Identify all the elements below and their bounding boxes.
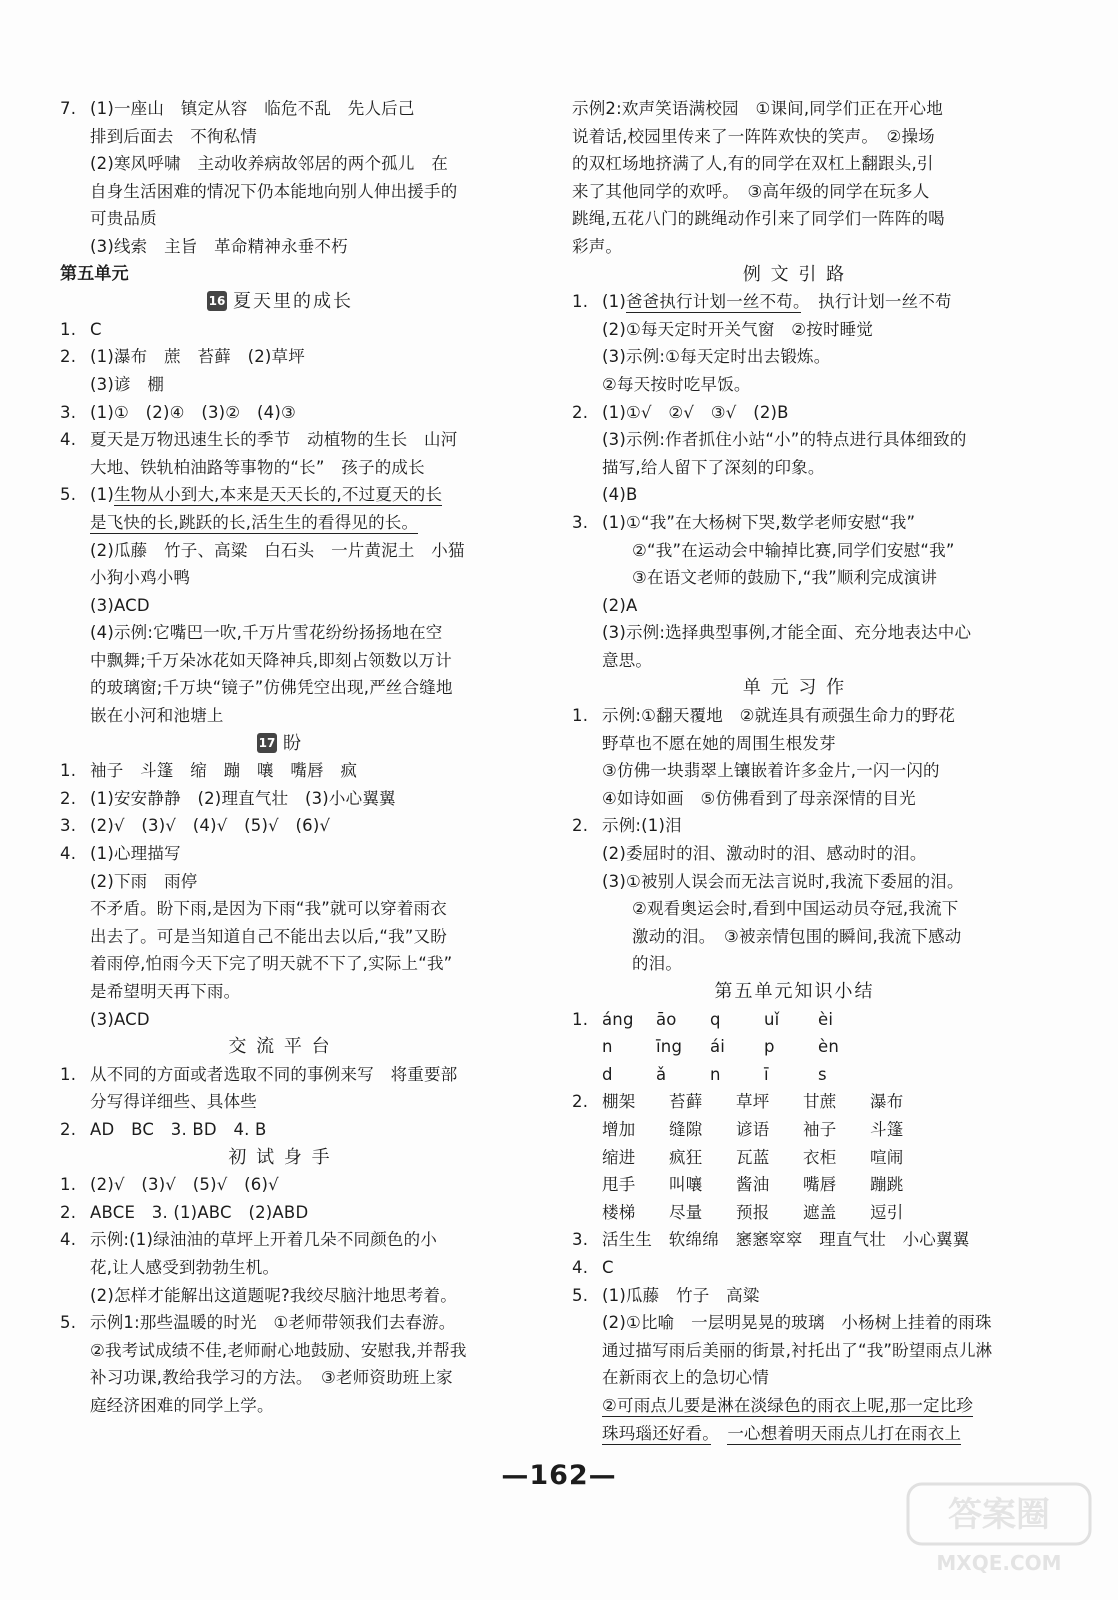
answer-line (60, 509, 500, 537)
answer-line (60, 123, 500, 151)
grid-cell: 增加 (602, 1119, 636, 1139)
grid-cell: 甘蔗 (803, 1092, 837, 1112)
answer-line (60, 1226, 500, 1254)
answer-line (60, 647, 500, 675)
answer-text: C (90, 319, 102, 339)
section-heading: 例 文 引 路 (742, 263, 847, 285)
answer-text: (2)①每天定时开关气窗 ②按时睡觉 (602, 319, 874, 339)
grid-cell: 预报 (736, 1202, 770, 1222)
answer-line (572, 868, 1017, 896)
grid-cell: 斗篷 (870, 1119, 904, 1139)
answer-line (572, 757, 1017, 785)
answer-line (572, 730, 1017, 758)
answer-line (60, 1364, 500, 1392)
answer-line (572, 840, 1017, 868)
answer-text: 不矛盾。盼下雨,是因为下雨“我”就可以穿着雨衣 (90, 899, 447, 919)
answer-line (572, 1420, 1017, 1448)
answer-line (60, 95, 500, 123)
answer-text: 示例:①翻天覆地 ②就连具有顽强生命力的野花 (602, 706, 956, 726)
answer-text: (3)示例:选择典型事例,才能全面、充分地表达中心 (602, 623, 972, 643)
answer-line (572, 205, 1017, 233)
question-number: 3. (572, 512, 589, 532)
answer-line (60, 812, 500, 840)
question-number: 1. (60, 319, 77, 339)
watermark-logo (904, 1480, 1094, 1580)
answer-line (572, 95, 1017, 123)
answer-text: ②每天按时吃早饭。 (602, 374, 751, 394)
grid-cell: 喧闹 (870, 1147, 904, 1167)
grid-cell: ái (710, 1037, 726, 1057)
answer-line (60, 950, 500, 978)
grid-cell: n (602, 1037, 613, 1057)
answer-line (572, 481, 1017, 509)
answer-prefix: (1) (90, 485, 114, 505)
answer-line (60, 316, 500, 344)
grid-cell: 甩手 (602, 1175, 636, 1195)
answer-line (572, 950, 1017, 978)
answer-text: (3)示例:作者抓住小站“小”的特点进行具体细致的 (602, 430, 967, 450)
question-number: 2. (60, 1119, 77, 1139)
answer-text: (2)①比喻 一层明晃晃的玻璃 小杨树上挂着的雨珠 (602, 1313, 992, 1333)
answer-text: 彩声。 (572, 236, 623, 256)
grid-cell: 缝隙 (669, 1119, 703, 1139)
answer-line (60, 1337, 500, 1365)
question-number: 1. (572, 706, 589, 726)
grid-cell: èi (818, 1009, 834, 1029)
answer-line (572, 371, 1017, 399)
answer-text: 激动的泪。 ③被亲情包围的瞬间,我流下感动 (632, 926, 962, 946)
answer-suffix (711, 1424, 728, 1443)
answer-line (60, 592, 500, 620)
answer-line (572, 454, 1017, 482)
question-number: 2. (572, 1092, 589, 1112)
answer-text: 跳绳,五花八门的跳绳动作引来了同学们一阵阵的喝 (572, 209, 945, 229)
answer-text: 袖子 斗篷 缩 蹦 嚷 嘴唇 疯 (90, 761, 358, 781)
answer-text: (2)怎样才能解出这道题呢?我绞尽脑汁地思考着。 (90, 1285, 457, 1305)
answer-line (572, 537, 1017, 565)
grid-cell: 瀑布 (870, 1092, 904, 1112)
answer-text: ②“我”在运动会中输掉比赛,同学们安慰“我” (632, 540, 955, 560)
grid-cell: 尽量 (669, 1202, 703, 1222)
answer-line (572, 123, 1017, 151)
grid-cell: p (764, 1037, 775, 1057)
question-number: 1. (60, 1175, 77, 1195)
section-heading: 单 元 习 作 (742, 677, 847, 699)
answer-line (60, 840, 500, 868)
answer-text: (2)A (602, 595, 638, 615)
page-number: —162— (501, 1460, 617, 1491)
answer-line (572, 233, 1017, 261)
answer-text: (3)①被别人误会而无法言说时,我流下委屈的泪。 (602, 871, 964, 891)
answer-text: (1)瀑布 蔗 苔藓 (2)草坪 (90, 347, 305, 367)
answer-text: ②观看奥运会时,看到中国运动员夺冠,我流下 (632, 899, 959, 919)
answer-text: 描写,给人留下了深刻的印象。 (602, 457, 825, 477)
answer-line (60, 868, 500, 896)
lesson-name: 夏天里的成长 (233, 291, 353, 313)
answer-line (572, 1364, 1017, 1392)
answer-line (60, 1254, 500, 1282)
answer-text: 来了其他同学的欢呼。 ③高年级的同学在玩多人 (572, 181, 930, 201)
grid-cell: 苔藓 (669, 1092, 703, 1112)
answer-line (60, 1199, 500, 1227)
answer-text: 示例:(1)绿油油的草坪上开着几朵不同颜色的小 (90, 1230, 438, 1250)
answer-line (60, 1392, 500, 1420)
underlined-text: 一心想着明天雨点儿打在雨衣上 (727, 1423, 962, 1443)
grid-cell: 叫嚷 (669, 1175, 703, 1195)
answer-line (60, 1088, 500, 1116)
underlined-text: 是飞快的长,跳跃的长,活生生的看得见的长。 (90, 512, 419, 532)
grid-cell: áng (602, 1009, 634, 1029)
question-number: 2. (60, 788, 77, 808)
grid-cell: d (602, 1064, 613, 1084)
answer-grid-row (572, 1006, 1017, 1034)
grid-cell: 衣柜 (803, 1147, 837, 1167)
answer-line (572, 1309, 1017, 1337)
answer-line (572, 812, 1017, 840)
grid-cell: īng (656, 1037, 683, 1057)
answer-text: (1)心理描写 (90, 844, 181, 864)
answer-text: 的泪。 (632, 954, 683, 974)
answer-text: (3)线索 主旨 革命精神永垂不朽 (90, 236, 348, 256)
grid-cell: n (710, 1064, 721, 1084)
answer-grid-row (572, 1033, 1017, 1061)
answer-line (60, 233, 500, 261)
question-number: 5. (572, 1285, 589, 1305)
grid-cell: 蹦跳 (870, 1175, 904, 1195)
answer-line (60, 757, 500, 785)
answer-text: 是希望明天再下雨。 (90, 982, 241, 1001)
answer-line (60, 205, 500, 233)
answer-text: 从不同的方面或者选取不同的事例来写 将重要部 (90, 1064, 458, 1084)
underlined-text: ②可雨点儿要是淋在淡绿色的雨衣上呢,那一定比珍 (602, 1395, 974, 1415)
answer-grid-row (572, 1116, 1017, 1144)
answer-line (572, 1226, 1017, 1254)
question-number: 4. (572, 1257, 589, 1277)
grid-cell: 草坪 (736, 1092, 770, 1112)
answer-text: (3)示例:①每天定时出去锻炼。 (602, 347, 831, 367)
answer-line (60, 454, 500, 482)
question-number: 1. (60, 761, 77, 781)
answer-line (60, 674, 500, 702)
question-number: 1. (572, 1009, 589, 1029)
grid-cell: èn (818, 1037, 840, 1057)
answer-text: 庭经济困难的同学上学。 (90, 1395, 274, 1415)
answer-text: 分写得详细些、具体些 (90, 1092, 257, 1112)
grid-cell: 瓦蓝 (736, 1147, 770, 1167)
answer-grid-row (572, 1088, 1017, 1116)
answer-line (572, 343, 1017, 371)
answer-text: ③仿佛一块翡翠上镶嵌着许多金片,一闪一闪的 (602, 761, 940, 781)
grid-cell: s (818, 1064, 827, 1084)
answer-line (60, 619, 500, 647)
answer-line (572, 178, 1017, 206)
question-number: 4. (60, 1230, 77, 1250)
answer-text: 示例1:那些温暖的时光 ①老师带领我们去春游。 (90, 1313, 456, 1333)
answer-line (572, 923, 1017, 951)
grid-cell: 袖子 (803, 1119, 837, 1139)
answer-line (60, 371, 500, 399)
answer-text: ③在语文老师的鼓励下,“我”顺利完成演讲 (632, 568, 938, 588)
answer-text: 说着话,校园里传来了一阵阵欢快的笑声。 ②操场 (572, 126, 935, 146)
answer-line (60, 1116, 500, 1144)
question-number: 3. (60, 402, 77, 422)
grid-cell: 酱油 (736, 1175, 770, 1195)
section-heading: 第五单元知识小结 (714, 981, 875, 1002)
underlined-text: 爸爸执行计划一丝不苟。 (625, 292, 802, 312)
answer-line (60, 481, 500, 509)
answer-line (60, 895, 500, 923)
lesson-name: 盼 (283, 732, 303, 754)
answer-line (572, 150, 1017, 178)
answer-prefix: (1) (602, 292, 626, 312)
answer-line (60, 978, 500, 1006)
answer-text: 排到后面去 不徇私情 (90, 126, 257, 146)
answer-line (60, 785, 500, 813)
answer-line (572, 647, 1017, 675)
answer-line (60, 178, 500, 206)
left-column (60, 95, 500, 1420)
grid-cell: 疯狂 (669, 1147, 703, 1167)
answer-line (60, 150, 500, 178)
grid-cell: 楼梯 (602, 1202, 636, 1222)
grid-cell: āo (656, 1009, 677, 1029)
answer-text: 的双杠场地挤满了人,有的同学在双杠上翻跟头,引 (572, 154, 934, 174)
answer-grid-row (572, 1144, 1017, 1172)
answer-line (572, 288, 1017, 316)
section-heading: 交 流 平 台 (228, 1036, 332, 1058)
answer-text: 在新雨衣上的急切心情 (602, 1368, 769, 1388)
answer-line (60, 399, 500, 427)
answer-text: 着雨停,怕雨今天下完了明天就不下了,实际上“我” (90, 954, 453, 974)
answer-line (60, 1282, 500, 1310)
grid-cell: 遮盖 (803, 1202, 837, 1222)
answer-text: 通过描写雨后美丽的街景,衬托出了“我”盼望雨点儿淋 (602, 1340, 993, 1360)
answer-line (572, 702, 1017, 730)
section-heading: 初 试 身 手 (228, 1146, 332, 1168)
answer-text: 夏天是万物迅速生长的季节 动植物的生长 山河 (90, 430, 458, 450)
answer-text: 出去了。可是当知道自己不能出去以后,“我”又盼 (90, 926, 447, 946)
grid-cell: 谚语 (736, 1119, 770, 1139)
answer-text: 可贵品质 (90, 209, 157, 229)
answer-line (60, 1171, 500, 1199)
answer-grid-row (572, 1171, 1017, 1199)
answer-line (60, 1006, 500, 1034)
answer-text: (4)B (602, 485, 638, 505)
question-number: 1. (572, 292, 589, 312)
answer-line (572, 592, 1017, 620)
question-number: 5. (60, 1313, 77, 1333)
answer-text: 的玻璃窗;千万块“镜子”仿佛凭空出现,严丝合缝地 (90, 678, 453, 698)
answer-text: 示例:(1)泪 (602, 816, 682, 836)
watermark-mark: 答案圈 (948, 1495, 1050, 1535)
answer-text: 示例2:欢声笑语满校园 ①课间,同学们正在开心地 (572, 99, 943, 118)
answer-line (60, 1309, 500, 1337)
question-number: 4. (60, 430, 77, 450)
answer-text: (3)ACD (90, 1009, 150, 1029)
answer-text: (2)下雨 雨停 (90, 871, 198, 891)
answer-text: (2)√ (3)√ (4)√ (5)√ (6)√ (90, 816, 331, 836)
lesson-title (60, 288, 500, 316)
answer-grid-row (572, 1061, 1017, 1089)
answer-line (60, 702, 500, 730)
question-number: 1. (60, 1064, 77, 1084)
answer-text: ②我考试成绩不佳,老师耐心地鼓励、安慰我,并帮我 (90, 1340, 467, 1360)
underlined-text: 生物从小到大,本来是天天长的,不过夏天的长 (113, 485, 443, 505)
grid-cell: 逗引 (870, 1202, 904, 1222)
grid-cell: 缩进 (602, 1147, 636, 1167)
grid-cell: 嘴唇 (803, 1175, 837, 1195)
question-number: 2. (60, 1202, 77, 1222)
answer-text: ④如诗如画 ⑤仿佛看到了母亲深情的目光 (602, 788, 916, 808)
question-number: 3. (572, 1230, 589, 1250)
question-number: 7. (60, 99, 77, 118)
answer-text: 活生生 软绵绵 窸窸窣窣 理直气壮 小心翼翼 (602, 1230, 970, 1250)
question-number: 2. (60, 347, 77, 367)
answer-text: (3)谚 棚 (90, 374, 165, 394)
answer-text: 野草也不愿在她的周围生根发芽 (602, 733, 836, 753)
answer-text: C (602, 1257, 614, 1277)
answer-text: (2)瓜藤 竹子、高粱 白石头 一片黄泥土 小猫 (90, 540, 465, 560)
lesson-number-badge: 17 (257, 733, 277, 753)
question-number: 3. (60, 816, 77, 836)
answer-text: 大地、铁轨柏油路等事物的“长” 孩子的成长 (90, 457, 425, 477)
answer-text: (3)ACD (90, 595, 150, 615)
underlined-text: 珠玛瑙还好看。 (602, 1423, 711, 1443)
grid-cell: uǐ (764, 1009, 780, 1029)
answer-text: ABCE 3. (1)ABC (2)ABD (90, 1202, 309, 1222)
answer-text: (1)安安静静 (2)理直气壮 (3)小心翼翼 (90, 788, 396, 808)
answer-line (60, 923, 500, 951)
unit-heading: 第五单元 (60, 263, 129, 284)
answer-text: (1)瓜藤 竹子 高粱 (602, 1285, 760, 1305)
answer-line (572, 1282, 1017, 1310)
question-number: 2. (572, 816, 589, 836)
answer-text: 小狗小鸡小鸭 (90, 568, 191, 588)
lesson-number-badge: 16 (207, 291, 227, 311)
answer-text: (1)①√ ②√ ③√ (2)B (602, 402, 789, 422)
lesson-title (60, 730, 500, 758)
answer-text: 自身生活困难的情况下仍本能地向别人伸出援手的 (90, 181, 458, 201)
answer-line (572, 564, 1017, 592)
answer-text: (2)委屈时的泪、激动时的泪、感动时的泪。 (602, 844, 927, 864)
answer-line (60, 426, 500, 454)
answer-suffix: 执行计划一丝不苟 (801, 292, 952, 312)
answer-line (572, 316, 1017, 344)
answer-line (60, 1061, 500, 1089)
grid-cell: ī (764, 1064, 769, 1084)
grid-cell: q (710, 1009, 721, 1029)
answer-line (60, 537, 500, 565)
question-number: 2. (572, 402, 589, 422)
answer-text: 意思。 (602, 650, 653, 670)
question-number: 4. (60, 844, 77, 864)
answer-text: 花,让人感受到勃勃生机。 (90, 1257, 280, 1277)
answer-text: (4)示例:它嘴巴一吹,千万片雪花纷纷扬扬地在空 (90, 623, 443, 643)
answer-text: (1)① (2)④ (3)② (4)③ (90, 402, 296, 422)
answer-text: 嵌在小河和池塘上 (90, 706, 224, 726)
answer-grid-row (572, 1199, 1017, 1227)
answer-line (572, 399, 1017, 427)
answer-line (572, 426, 1017, 454)
answer-line (572, 1254, 1017, 1282)
answer-text: (2)√ (3)√ (5)√ (6)√ (90, 1175, 279, 1195)
answer-text: (1)①“我”在大杨树下哭,数学老师安慰“我” (602, 512, 916, 532)
watermark-site: MXQE.COM (936, 1551, 1062, 1575)
answer-line (572, 895, 1017, 923)
answer-text: (2)寒风呼啸 主动收养病故邻居的两个孤儿 在 (90, 154, 448, 174)
answer-line (572, 509, 1017, 537)
answer-text: AD BC 3. BD 4. B (90, 1119, 267, 1139)
answer-line (572, 619, 1017, 647)
grid-cell: ǎ (656, 1064, 667, 1084)
answer-line (572, 1392, 1017, 1420)
answer-text: 补习功课,教给我学习的方法。 ③老师资助班上家 (90, 1368, 453, 1388)
answer-line (572, 785, 1017, 813)
right-column (572, 95, 1017, 1447)
answer-line (572, 1337, 1017, 1365)
answer-line (60, 564, 500, 592)
answer-line (60, 343, 500, 371)
answer-text: 中飘舞;千万朵冰花如天降神兵,即刻占领数以万计 (90, 650, 452, 670)
question-number: 5. (60, 485, 77, 505)
grid-cell: 棚架 (602, 1092, 636, 1112)
answer-text: (1)一座山 镇定从容 临危不乱 先人后己 (90, 99, 415, 118)
